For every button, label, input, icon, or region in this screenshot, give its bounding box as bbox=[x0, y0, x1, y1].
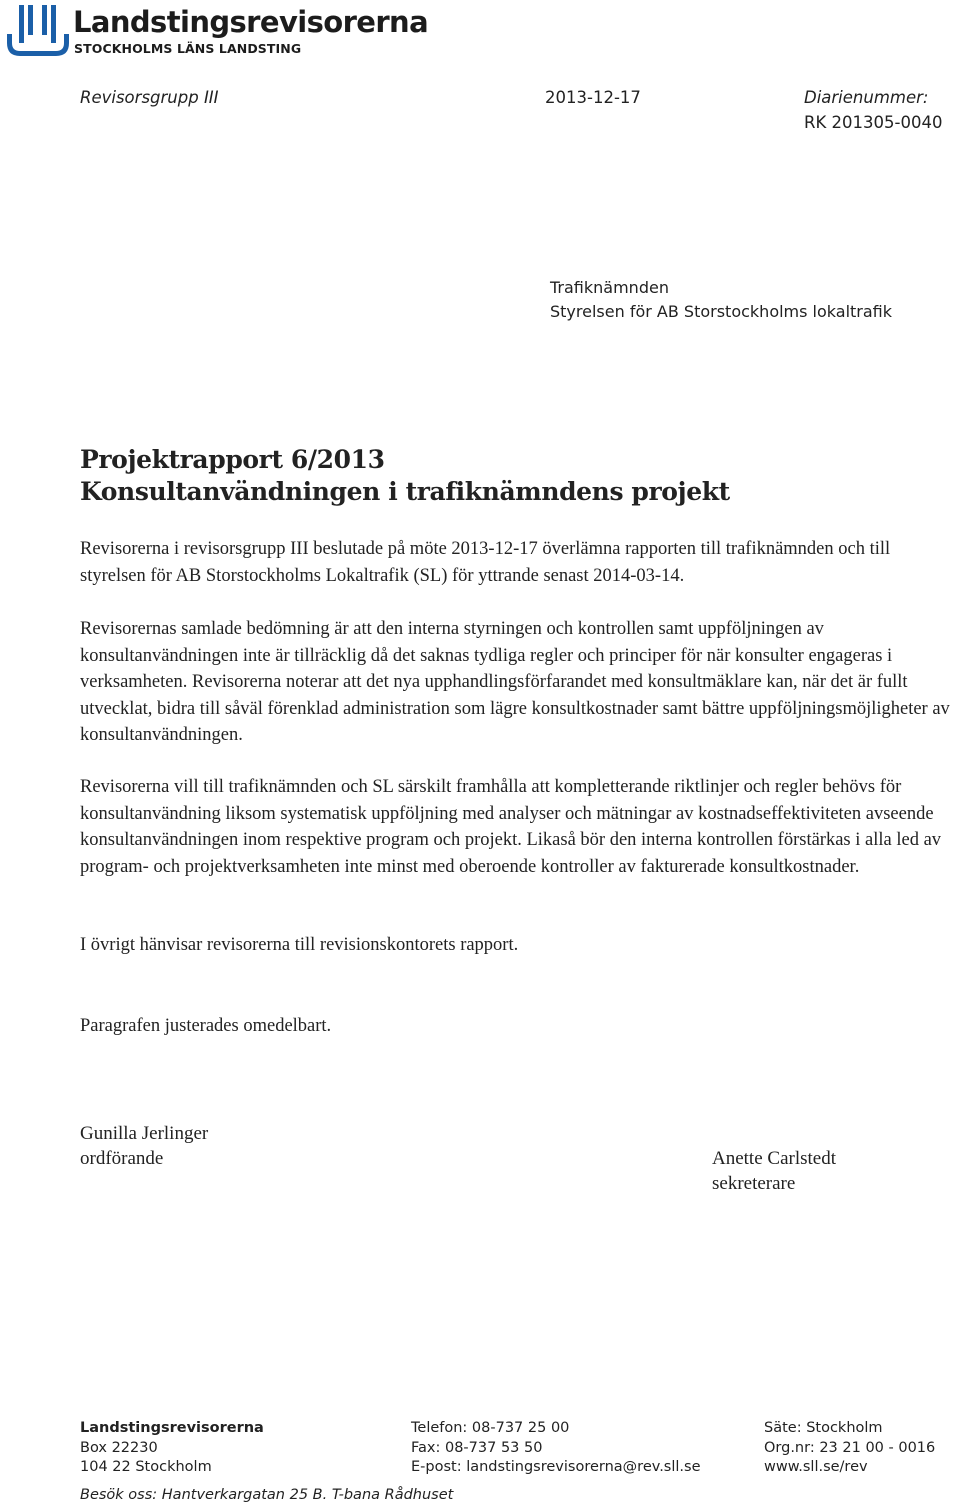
paragraph-assessment: Revisorernas samlade bedömning är att den interna styrningen och kontrollen samt uppföljningen av konsultanvändningen inte är tillräcklig då det saknas tydliga regler och principer för när konsulter engageras i verksamheten. Revisorerna noterar att det nya upphandlingsförfarandet med konsultmäklare kan, när det är fullt utvecklat, bidra till såväl förenklad administration som lägre konsultkostnader samt bättre uppföljningsmöjligheter av konsultanvändningen. bbox=[80, 619, 950, 745]
organization-logo bbox=[6, 5, 429, 57]
document-date: 2013-12-17 bbox=[545, 88, 641, 107]
footer-box: Box 22230 bbox=[80, 1439, 158, 1456]
logo-subtitle: STOCKHOLMS LÄNS LANDSTING bbox=[74, 41, 302, 56]
recipient-line: Trafiknämnden bbox=[550, 278, 669, 297]
footer-org-name: Landstingsrevisorerna bbox=[80, 1420, 264, 1436]
footer-orgnr: Org.nr: 23 21 00 - 0016 bbox=[764, 1439, 936, 1456]
recipient-line: Styrelsen för AB Storstockholms lokaltrafik bbox=[550, 302, 893, 321]
report-title-line1: Projektrapport 6/2013 bbox=[80, 445, 385, 474]
signature-role: sekreterare bbox=[712, 1173, 796, 1194]
footer-contact bbox=[411, 1419, 701, 1478]
footer-city: 104 22 Stockholm bbox=[80, 1459, 212, 1475]
footer-registration bbox=[764, 1419, 935, 1478]
signature-name: Gunilla Jerlinger bbox=[80, 1123, 209, 1144]
footer-seat: Säte: Stockholm bbox=[764, 1420, 883, 1436]
signature-secretary bbox=[712, 1146, 836, 1196]
footer-visit: Besök oss: Hantverkargatan 25 B. T-bana Rådhuset bbox=[80, 1487, 454, 1503]
diary-number: RK 201305-0040 bbox=[804, 113, 943, 132]
paragraph-reference: I övrigt hänvisar revisorerna till revisionskontorets rapport. bbox=[80, 935, 519, 955]
footer-fax: Fax: 08-737 53 50 bbox=[411, 1439, 543, 1456]
paragraph-recommendation: Revisorerna vill till trafiknämnden och SL särskilt framhålla att kompletterande riktlinjer och regler behövs för konsultanvändning liksom systematisk uppföljning med analyser och mätningar av kostnadseffektiviteten avseende konsultanvändningen inom respektive program och projekt. Likaså bör den interna kontrollen förstärkas i alla led av program- och projektverksamheten inte minst med oberoende kontroller av fakturerade konsultkostnader. bbox=[80, 777, 942, 877]
signature-name: Anette Carlstedt bbox=[712, 1148, 836, 1169]
group-label: Revisorsgrupp III bbox=[80, 88, 219, 107]
report-title-line2: Konsultanvändningen i trafiknämndens projekt bbox=[80, 477, 730, 506]
paragraph-adjusted: Paragrafen justerades omedelbart. bbox=[80, 1016, 332, 1036]
footer-phone: Telefon: 08-737 25 00 bbox=[411, 1420, 570, 1436]
footer-website[interactable]: www.sll.se/rev bbox=[764, 1459, 868, 1475]
footer-email[interactable]: E-post: landstingsrevisorerna@rev.sll.se bbox=[411, 1459, 701, 1475]
diary-label: Diarienummer: bbox=[804, 88, 929, 107]
paragraph-decision: Revisorerna i revisorsgrupp III beslutade på möte 2013-12-17 överlämna rapporten till trafiknämnden och till styrelsen för AB Storstockholms Lokaltrafik (SL) för yttrande senast 2014-03-14. bbox=[80, 539, 891, 586]
signature-chair bbox=[80, 1121, 208, 1171]
logo-name: Landstingsrevisorerna bbox=[73, 5, 429, 39]
landsting-logo-icon bbox=[6, 5, 70, 57]
recipient-list bbox=[550, 276, 892, 324]
report-title bbox=[80, 444, 730, 508]
footer-address bbox=[80, 1419, 264, 1478]
signature-role: ordförande bbox=[80, 1148, 164, 1169]
